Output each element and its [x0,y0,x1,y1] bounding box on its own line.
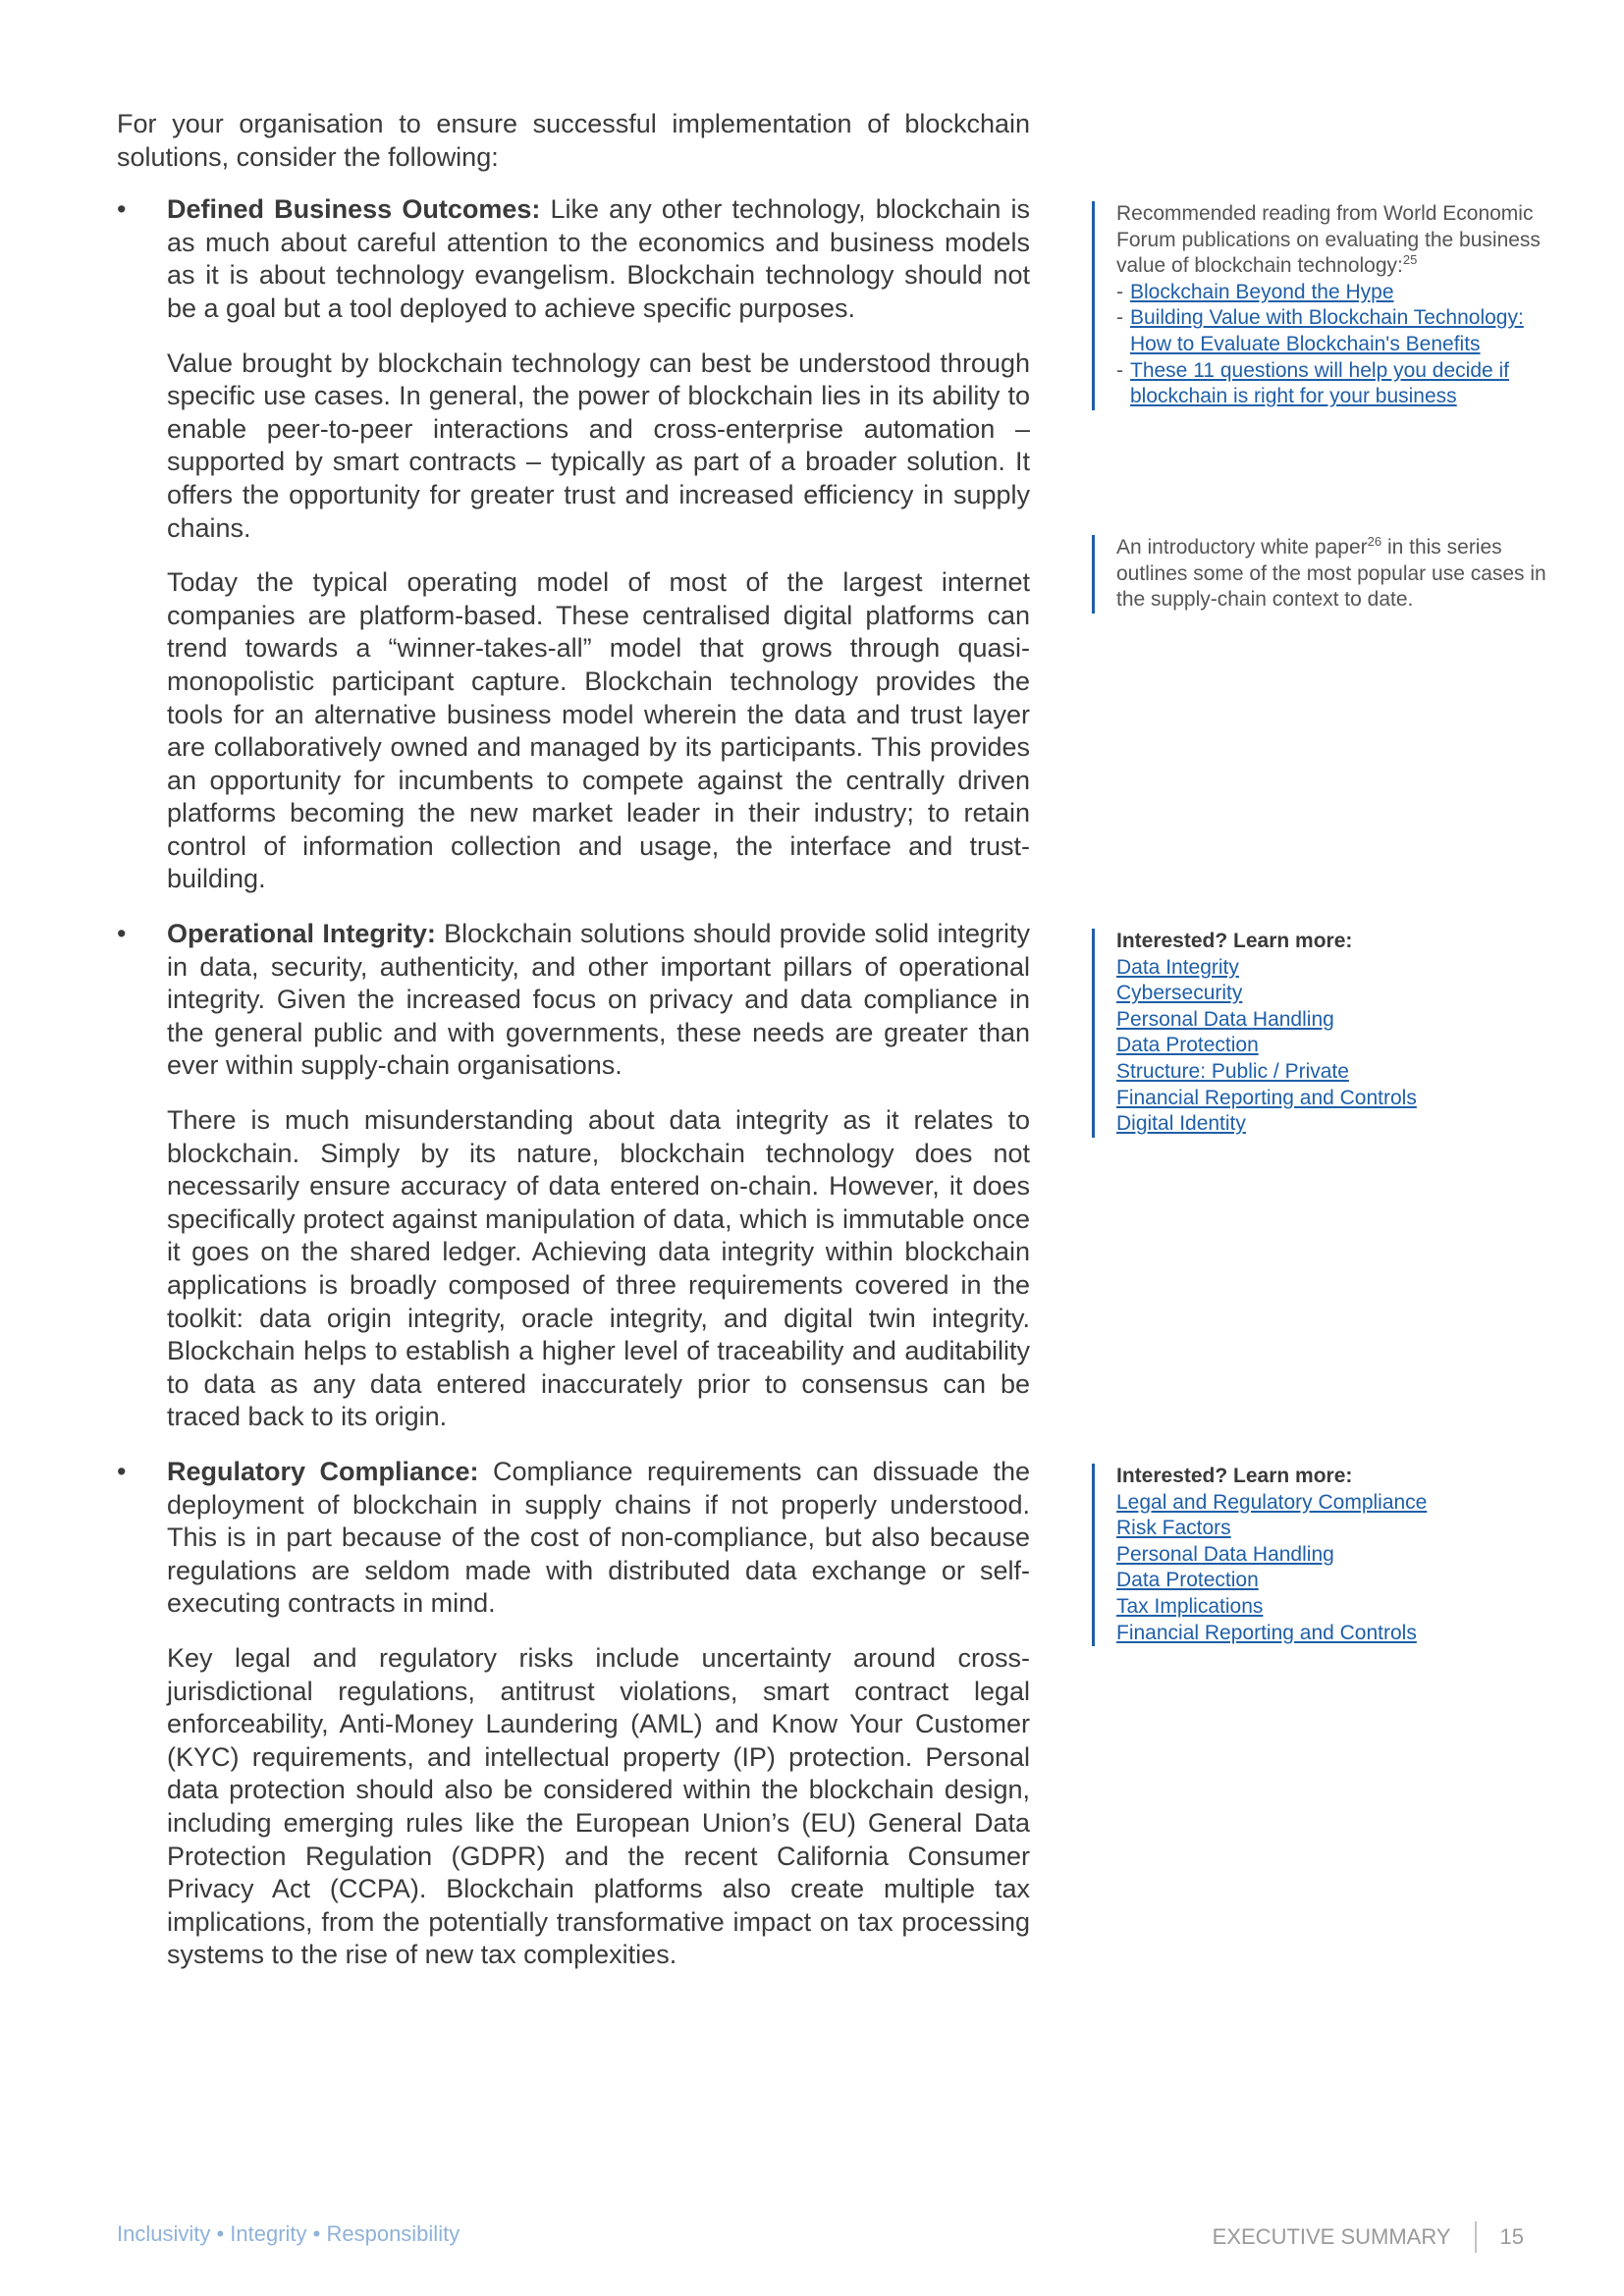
footer-divider [1475,2221,1477,2253]
reading-item: - Blockchain Beyond the Hype [1116,280,1548,306]
bullet-text: Blockchain solutions should provide solid integrity in data, security, authenticity, and other important pillars of operational integrity. Given the increased focus on privacy and data compliance in the general public and with governments, these needs are greater than ever within supply-chain organisations. [167,919,1030,1081]
bullet-first-paragraph [167,1456,1030,1621]
bullet-first-paragraph [167,193,1030,325]
learn-more-link[interactable]: Personal Data Handling [1116,1007,1334,1031]
main-column [117,108,1030,1994]
sidebar-learn-more-integrity [1092,929,1548,1138]
learn-more-link[interactable]: Legal and Regulatory Compliance [1116,1490,1428,1514]
bullet-text: Like any other technology, blockchain is as much about careful attention to the economics and business models as it is about technology evangelism. Blockchain technology should not be a goal but a tool deployed to achieve specific purposes. [167,194,1030,323]
learn-more-title: Interested? Learn more: [1116,1465,1353,1487]
bullet-heading: Regulatory Compliance: [167,1456,479,1486]
intro-paragraph: For your organisation to ensure successful implementation of blockchain solutions, consider the following: [117,109,1030,172]
reading-link[interactable]: Building Value with Blockchain Technology: How to Evaluate Blockchain's Benefits [1130,306,1524,355]
learn-more-link[interactable]: Digital Identity [1116,1112,1246,1136]
learn-more-link[interactable]: Data Protection [1116,1569,1259,1592]
bullet-marker: • [117,1456,127,1486]
learn-more-link[interactable]: Data Integrity [1116,955,1239,979]
sidebar-whitepaper-note: An introductory white paper$^{26}$ in this series outlines some of the most popular use cases in the supply-chain context to date. [1092,535,1548,614]
bullet-operational-integrity [117,918,1030,1434]
page-number: 15 [1499,2224,1524,2249]
bullet-text: Compliance requirements can dissuade the deployment of blockchain in supply chains if not properly understood. This is in part because of the cost of non-compliance, but also because regulations are seldom made with distributed data exchange or self-executing contracts in mind. [167,1456,1030,1619]
bullet-heading: Defined Business Outcomes: [167,194,541,225]
sidebar-learn-more-compliance [1092,1464,1548,1646]
sidebar-recommended-reading [1092,201,1548,410]
body-paragraph: Key legal and regulatory risks include uncertainty around cross-jurisdictional regulations, antitrust violations, smart contract legal enforceability, Anti-Money Laundering (AML) and Know Your Customer (KYC) requirements, and intellectual property (IP) protection. Personal data protection should also be considered within the blockchain design, including emerging rules like the European Union’s (EU) General Data Protection Regulation (GDPR) and the recent California Consumer Privacy Act (CCPA). Blockchain platforms also create multiple tax implications, from the potentially transformative impact on tax processing systems to the rise of new tax complexities. [167,1642,1030,1970]
learn-more-link[interactable]: Financial Reporting and Controls [1116,1621,1417,1644]
footer-section-title: EXECUTIVE SUMMARY [1212,2224,1451,2249]
learn-more-link[interactable]: Structure: Public / Private [1116,1059,1349,1083]
bullet-regulatory-compliance [117,1456,1030,1972]
bullet-first-paragraph [167,918,1030,1083]
learn-more-title: Interested? Learn more: [1116,930,1353,952]
learn-more-link[interactable]: Tax Implications [1116,1594,1264,1618]
reading-link[interactable]: Blockchain Beyond the Hype [1130,280,1394,303]
reading-intro: Recommended reading from World Economic Forum publications on evaluating the business value of blockchain technology:$^{25}$ [1116,202,1541,278]
footer-page-info [1213,2221,1524,2253]
bullet-marker: • [117,194,127,225]
body-paragraph: There is much misunderstanding about data integrity as it relates to blockchain. Simply by its nature, blockchain technology does not necessarily ensure accuracy of data entered on-chain. However, it does specifically protect against manipulation of data, which is immutable once it goes on the shared ledger. Achieving data integrity within blockchain applications is broadly composed of three requirements covered in the toolkit: data origin integrity, oracle integrity, and digital twin integrity. Blockchain helps to establish a higher level of traceability and auditability to data as any data entered inaccurately prior to consensus can be traced back to its origin. [167,1105,1030,1432]
reading-item: - Building Value with Blockchain Technology: How to Evaluate Blockchain's Benefits [1116,305,1548,357]
footnote-ref: 25 [1402,252,1418,268]
learn-more-link[interactable]: Cybersecurity [1116,982,1243,1005]
reading-link[interactable]: These 11 questions will help you decide if blockchain is right for your business [1130,358,1510,408]
bullet-heading: Operational Integrity: [167,919,436,949]
footnote-ref: 26 [1367,534,1382,549]
footer-tagline: Inclusivity • Integrity • Responsibility [117,2221,460,2246]
reading-item: - These 11 questions will help you decide if blockchain is right for your business [1116,358,1548,410]
bullet-business-outcomes [117,193,1030,896]
bullet-marker: • [117,919,127,949]
learn-more-link[interactable]: Personal Data Handling [1116,1542,1334,1566]
body-paragraph: Value brought by blockchain technology can best be understood through specific use cases. In general, the power of blockchain lies in its ability to enable peer-to-peer interactions and cross-enterprise automation – supported by smart contracts – typically as part of a broader solution. It offers the opportunity for greater trust and increased efficiency in supply chains. [167,347,1030,543]
body-paragraph: Today the typical operating model of most of the largest internet companies are platform-based. These centralised digital platforms can trend towards a “winner-takes-all” model that grows through quasi-monopolistic participant capture. Blockchain technology provides the tools for an alternative business model wherein the data and trust layer are collaboratively owned and managed by its participants. This provides an opportunity for incumbents to compete against the centrally driven platforms becoming the new market leader in their industry; to retain control of information collection and usage, the interface and trust-building. [167,567,1030,894]
learn-more-link[interactable]: Risk Factors [1116,1517,1231,1540]
learn-more-link[interactable]: Data Protection [1116,1034,1259,1057]
learn-more-link[interactable]: Financial Reporting and Controls [1116,1086,1417,1109]
